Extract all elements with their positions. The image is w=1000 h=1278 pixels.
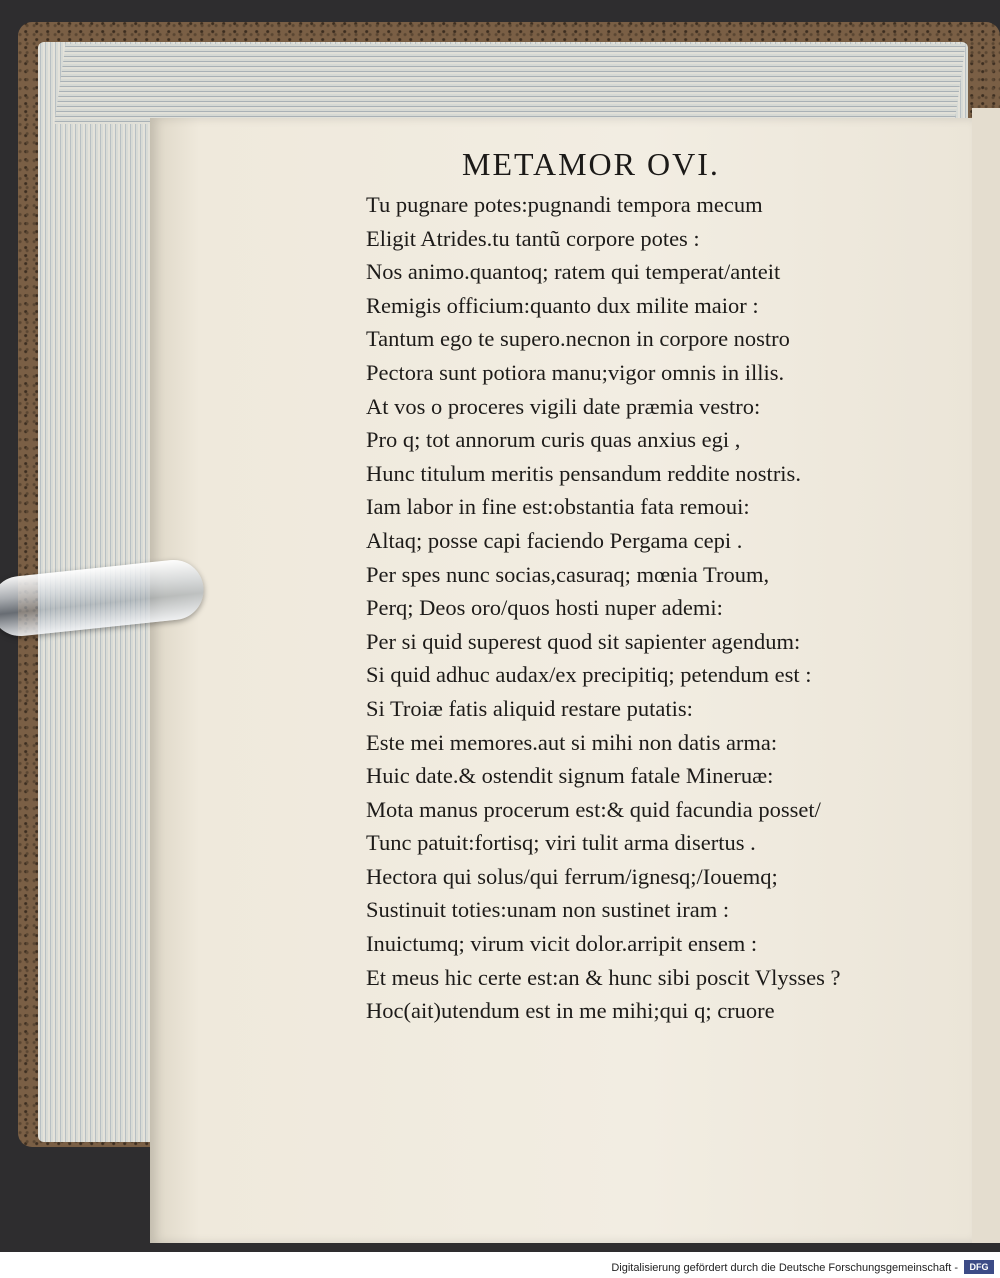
verse-line: Nos animo.quantoq; ratem qui temperat/anteit bbox=[366, 259, 781, 285]
digitization-credit: Digitalisierung gefördert durch die Deutsche Forschungsgemeinschaft - bbox=[611, 1262, 958, 1274]
verse-line: Hoc(ait)utendum est in me mihi;qui q; cruore bbox=[366, 998, 775, 1024]
verse-line: Si quid adhuc audax/ex precipitiq; petendum est : bbox=[366, 662, 812, 688]
verse-line: Sustinuit toties:unam non sustinet iram : bbox=[366, 897, 730, 923]
verse-line: Altaq; posse capi faciendo Pergama cepi . bbox=[366, 527, 743, 553]
verse-line: Tantum ego te supero.necnon in corpore nostro bbox=[366, 326, 790, 352]
verse-line: At vos o proceres vigili date præmia vestro: bbox=[366, 393, 761, 419]
verse-line: Hectora qui solus/qui ferrum/ignesq;/Iouemq; bbox=[366, 863, 778, 889]
verse-line: Huic date.& ostendit signum fatale Mineruæ: bbox=[366, 763, 774, 789]
dfg-logo: DFG bbox=[964, 1260, 994, 1274]
running-head: METAMOR OVI. bbox=[462, 146, 720, 182]
verse-line: Et meus hic certe est:an & hunc sibi poscit Vlysses ? bbox=[366, 964, 841, 990]
verse-line: Pro q; tot annorum curis quas anxius egi , bbox=[366, 427, 741, 453]
verse-line: Per spes nunc socias,casuraq; mœnia Troum, bbox=[366, 561, 770, 587]
page-edges-top bbox=[54, 44, 965, 124]
verse-line: Hunc titulum meritis pensandum reddite nostris. bbox=[366, 460, 801, 486]
verse-line: Si Troiæ fatis aliquid restare putatis: bbox=[366, 695, 693, 721]
facing-page-edge bbox=[972, 108, 1000, 1243]
verse-text-block bbox=[366, 188, 866, 1028]
verse-line: Tu pugnare potes:pugnandi tempora mecum bbox=[366, 192, 763, 217]
verse-line: Eligit Atrides.tu tantũ corpore potes : bbox=[366, 225, 700, 251]
verse-line: Este mei memores.aut si mihi non datis arma: bbox=[366, 729, 778, 755]
verse-line: Inuictumq; virum vicit dolor.arripit ensem : bbox=[366, 931, 758, 957]
verse-line: Tunc patuit:fortisq; viri tulit arma disertus . bbox=[366, 830, 756, 856]
verse-line: Mota manus procerum est:& quid facundia posset/ bbox=[366, 796, 821, 822]
verse-line: Iam labor in fine est:obstantia fata remoui: bbox=[366, 494, 750, 520]
verse-line: Per si quid superest quod sit sapienter agendum: bbox=[366, 628, 801, 654]
verse-line: Perq; Deos oro/quos hosti nuper ademi: bbox=[366, 595, 723, 621]
verse-line: Remigis officium:quanto dux milite maior : bbox=[366, 292, 759, 318]
verse-line: Pectora sunt potiora manu;vigor omnis in illis. bbox=[366, 359, 785, 385]
